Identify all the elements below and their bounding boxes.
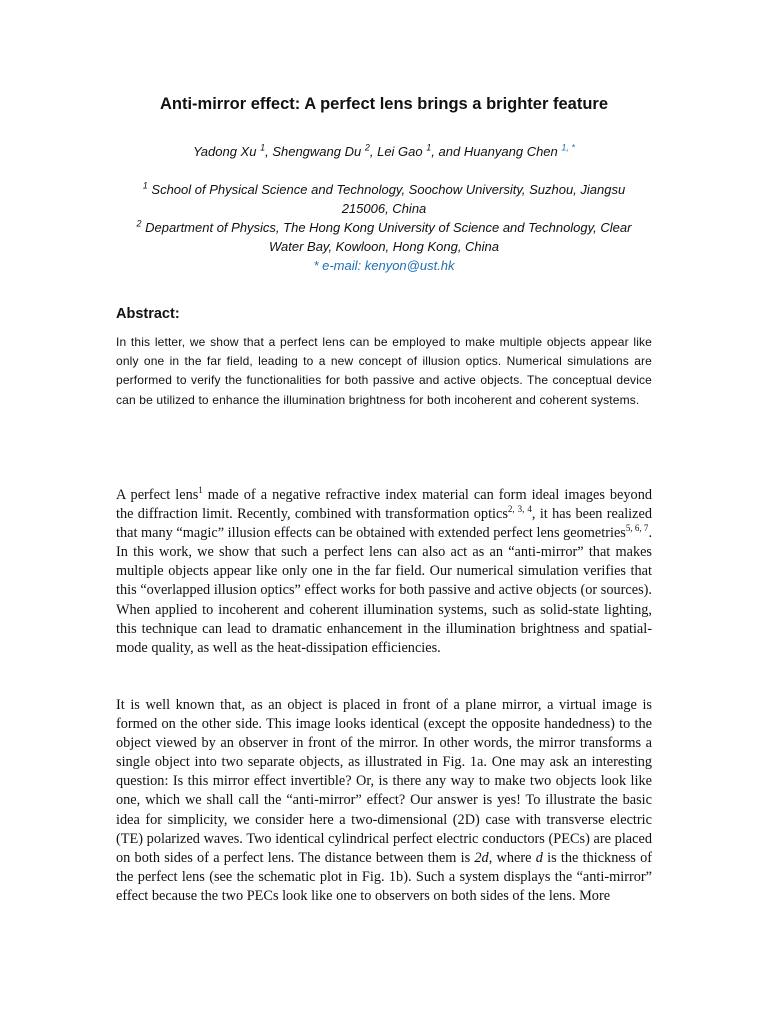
email-link[interactable]: kenyon@ust.hk (364, 258, 455, 273)
citation-mark: 1 (198, 485, 203, 496)
author-separator: , (265, 144, 273, 159)
body-paragraph-1 (116, 486, 652, 658)
author-affiliation-mark: 1 (260, 142, 266, 153)
affiliation-1 (110, 180, 658, 199)
author-list (0, 144, 768, 159)
email-line (110, 256, 658, 275)
affiliation-2 (110, 218, 658, 237)
math-symbol: d (535, 849, 543, 866)
body-text: A perfect lens (116, 487, 199, 503)
author-affiliation-mark: 2 (364, 142, 370, 153)
author-affiliation-mark: 1 (426, 142, 432, 153)
author-separator: , (369, 144, 378, 159)
body-text: , it has been realized that many “magic” illusion effects can be obtained with extended perfect lens geometries (116, 506, 652, 542)
affiliation-mark: 2 (136, 218, 142, 229)
affiliation-text: Department of Physics, The Hong Kong University of Science and Technology, Clear (141, 220, 632, 235)
body-paragraph-2 (116, 696, 652, 906)
body-text: is the thickness of the perfect lens (see the schematic plot in Fig. 1b). Such a system displays the “anti-mirror” effect because the two PECs look like one to observers on both sides of the lens. More (116, 849, 652, 904)
author-name: Shengwang Du (272, 144, 362, 159)
citation-mark: 5, 6, 7 (625, 523, 649, 534)
author-separator: , and (431, 144, 464, 159)
body-text: made of a negative refractive index material can form ideal images beyond the diffraction limit. Recently, combined with transformation optics (116, 487, 652, 523)
affiliation-2-cont: Water Bay, Kowloon, Hong Kong, China (268, 239, 500, 254)
abstract-text: In this letter, we show that a perfect lens can be employed to make multiple objects appear like only one in the far field, leading to a new concept of illusion optics. Numerical simulations are performed to verify the functionalities for both passive and active objects. The conceptual device can be utilized to enhance the illumination brightness for both incoherent and coherent systems. (116, 335, 652, 407)
author-name: Yadong Xu (193, 144, 257, 159)
affiliation-text: School of Physical Science and Technology, Soochow University, Suzhou, Jiangsu (147, 182, 626, 197)
affiliation-mark: 1 (142, 180, 148, 191)
author-name: Lei Gao (377, 144, 423, 159)
affiliation-1-cont: 215006, China (341, 201, 427, 216)
email-prefix: * e-mail: (313, 258, 365, 273)
author-name: Huanyang Chen (463, 144, 558, 159)
body-text: , where (488, 849, 536, 866)
citation-mark: 2, 3, 4 (507, 504, 532, 515)
author-affiliation-mark: 1, * (561, 142, 575, 153)
affiliations (110, 180, 658, 275)
math-symbol: 2d (474, 849, 489, 866)
abstract-heading: Abstract: (116, 306, 180, 322)
paper-title: Anti-mirror effect: A perfect lens brings a brighter feature (159, 95, 609, 113)
body-text: . In this work, we show that such a perfect lens can also act as an “anti-mirror” that makes multiple objects appear like only one in the far field. Our numerical simulation verifies that this “overlapped illusion optics” effect works for both passive and active objects (or sources). When applied to incoherent and coherent illumination systems, such as solid-state lighting, this technique can lead to dramatic enhancement in the illumination brightness and spatial-mode quality, as well as the heat-dissipation efficiencies. (116, 525, 653, 656)
body-text: It is well known that, as an object is placed in front of a plane mirror, a virtual image is formed on the other side. This image looks identical (except the opposite handedness) to the object viewed by an observer in front of the mirror. In other words, the mirror transforms a single object into two separate objects, as illustrated in Fig. 1a. One may ask an interesting question: Is this mirror effect invertible? Or, is there any way to make two objects look like one, which we shall call the “anti-mirror” effect? Our answer is yes! To illustrate the basic idea for simplicity, we consider here a two-dimensional (2D) case with transverse electric (TE) polarized waves. Two identical cylindrical perfect electric conductors (PECs) are placed on both sides of a perfect lens. The distance between them is (116, 697, 652, 866)
